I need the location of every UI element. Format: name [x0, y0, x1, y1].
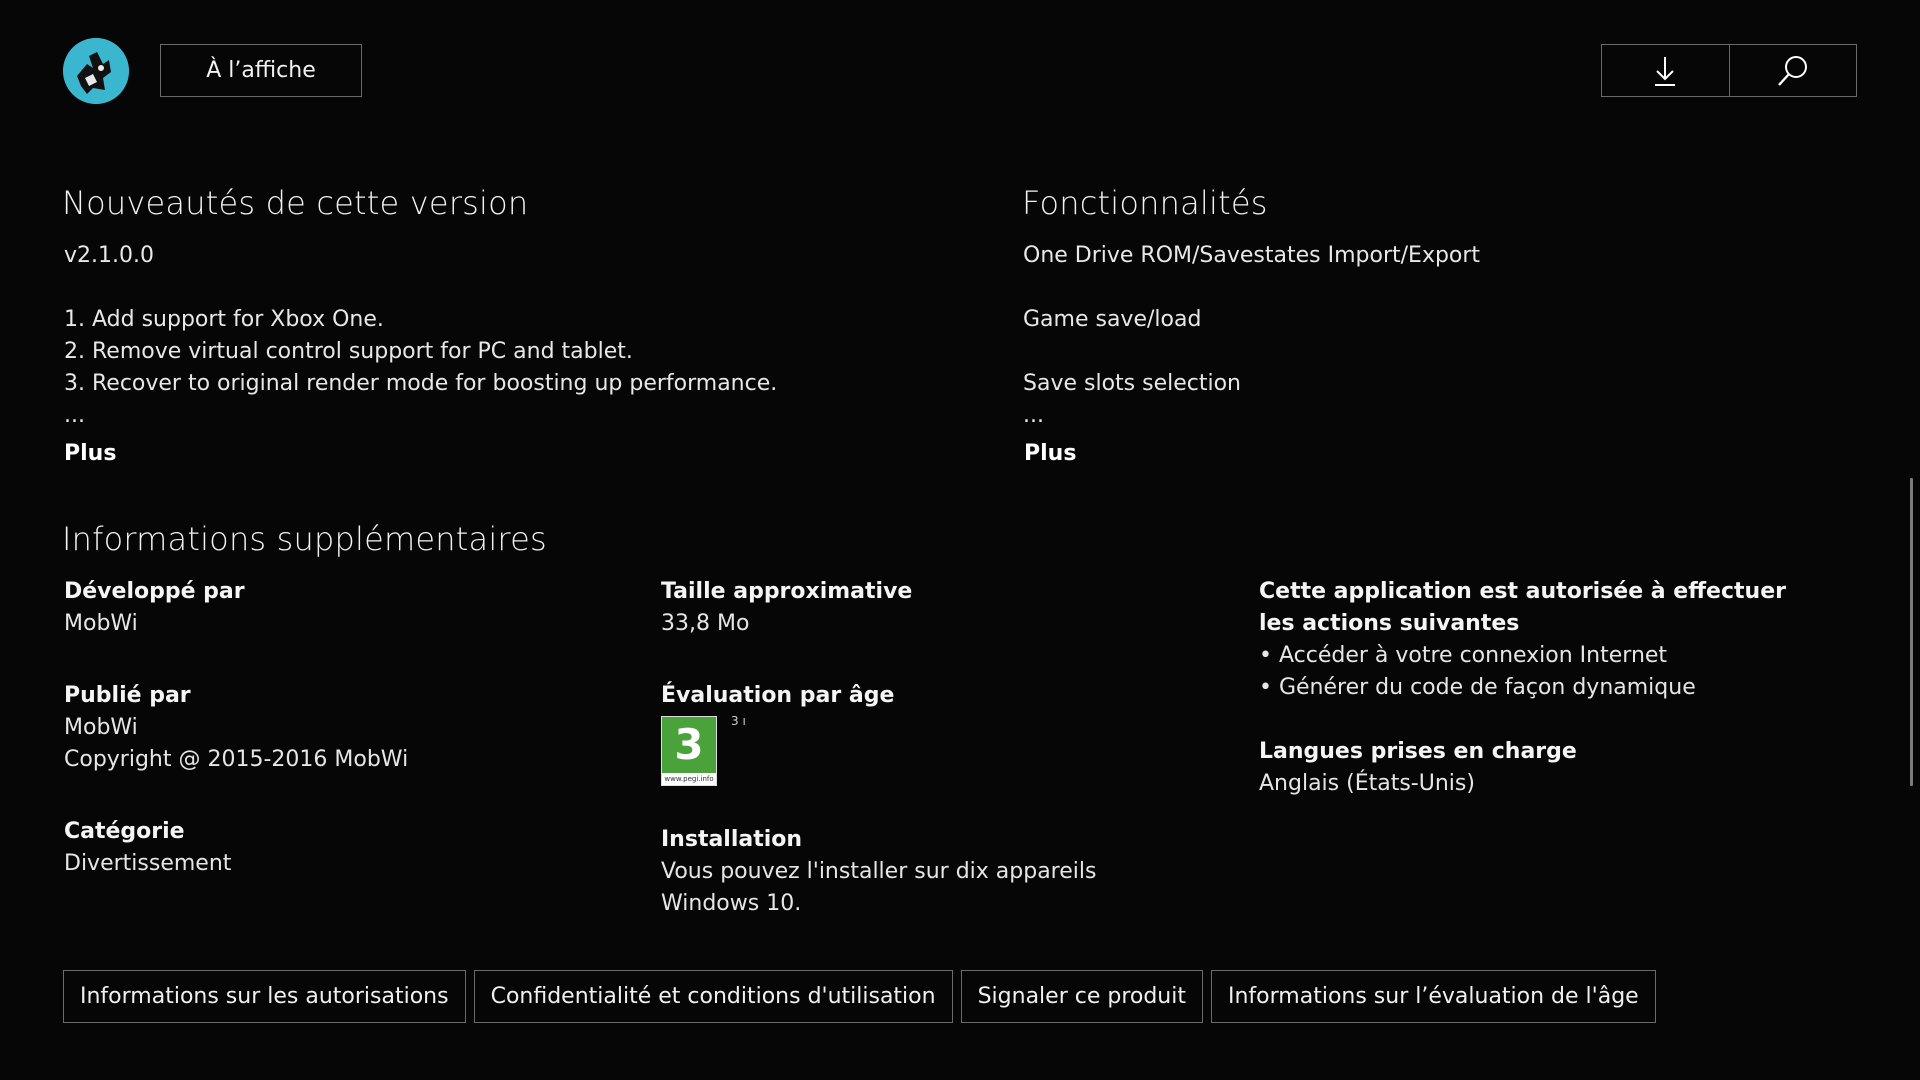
developer-label: Développé par: [64, 579, 245, 604]
copyright-text: Copyright @ 2015-2016 MobWi: [64, 747, 409, 772]
whats-new-more-link[interactable]: Plus: [64, 441, 117, 466]
pegi-rating-number: 3: [662, 717, 716, 773]
feature-item: One Drive ROM/Savestates Import/Export: [1023, 243, 1481, 268]
search-icon: [1776, 54, 1810, 88]
featured-label: À l’affiche: [206, 58, 316, 83]
age-rating-label: Évaluation par âge: [661, 683, 895, 708]
whats-new-title: Nouveautés de cette version: [62, 184, 529, 222]
info-column-right: [1259, 576, 1819, 840]
install-value: Vous pouvez l'installer sur dix appareils Windows 10.: [661, 859, 1097, 916]
size-value: 33,8 Mo: [661, 611, 750, 636]
report-product-button[interactable]: Signaler ce produit: [961, 970, 1203, 1023]
avatar[interactable]: [63, 38, 129, 104]
publisher-value: MobWi: [64, 715, 138, 740]
download-button[interactable]: [1602, 45, 1729, 96]
features-ellipsis: ...: [1023, 403, 1044, 428]
publisher-label: Publié par: [64, 683, 191, 708]
whats-new-ellipsis: ...: [64, 403, 85, 428]
category-label: Catégorie: [64, 819, 185, 844]
feature-item: Save slots selection: [1023, 371, 1241, 396]
whats-new-item: 2. Remove virtual control support for PC and tablet.: [64, 339, 633, 364]
age-rating-info-button[interactable]: Informations sur l’évaluation de l'âge: [1211, 970, 1656, 1023]
top-actions: [1601, 44, 1857, 97]
whats-new-body: [64, 240, 964, 432]
languages-value: Anglais (États-Unis): [1259, 771, 1475, 796]
version-text: v2.1.0.0: [64, 243, 154, 268]
features-more-link[interactable]: Plus: [1024, 441, 1077, 466]
whats-new-item: 1. Add support for Xbox One.: [64, 307, 384, 332]
info-column-left: [64, 576, 624, 920]
developer-value: MobWi: [64, 611, 138, 636]
install-label: Installation: [661, 827, 803, 852]
pegi-url: www.pegi.info: [664, 775, 714, 783]
features-body: [1023, 240, 1863, 432]
permissions-info-button[interactable]: Informations sur les autorisations: [63, 970, 466, 1023]
permission-item: • Accéder à votre connexion Internet: [1259, 643, 1668, 668]
pegi-rating-badge: [661, 716, 717, 786]
download-icon: [1653, 55, 1677, 87]
featured-button[interactable]: [160, 44, 362, 97]
features-title: Fonctionnalités: [1022, 184, 1268, 222]
privacy-terms-button[interactable]: Confidentialité et conditions d'utilisation: [474, 970, 953, 1023]
info-column-middle: [661, 576, 1221, 960]
additional-info-title: Informations supplémentaires: [62, 520, 547, 558]
languages-label: Langues prises en charge: [1259, 739, 1577, 764]
scrollbar[interactable]: [1910, 478, 1913, 786]
size-label: Taille approximative: [661, 579, 913, 604]
whats-new-item: 3. Recover to original render mode for boosting up performance.: [64, 371, 778, 396]
feature-item: Game save/load: [1023, 307, 1202, 332]
pegi-rating-note: 3 ı: [731, 714, 746, 728]
avatar-image: [63, 38, 129, 104]
permissions-label: Cette application est autorisée à effectuer les actions suivantes: [1259, 579, 1786, 636]
bottom-button-row: [63, 970, 1656, 1023]
permission-item: • Générer du code de façon dynamique: [1259, 675, 1696, 700]
category-value: Divertissement: [64, 851, 232, 876]
search-button[interactable]: [1729, 45, 1857, 96]
